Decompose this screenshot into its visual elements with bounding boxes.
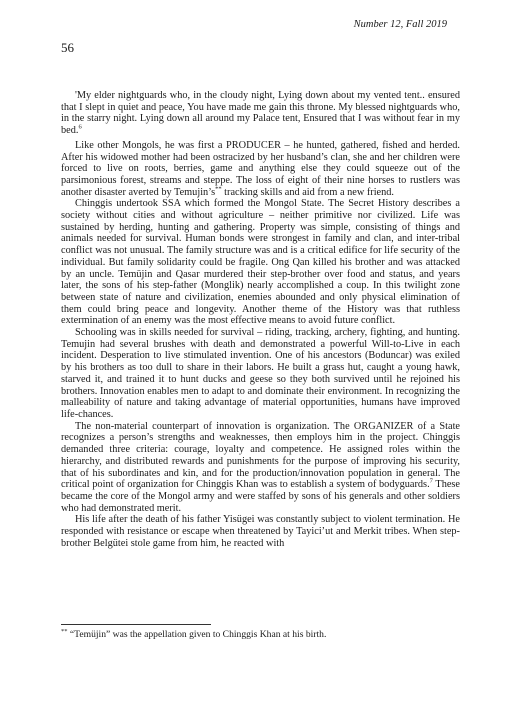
paragraph-text: These became the core of the Mongol army and were staffed by sons of his generals and other soldiers who had demonstrated merit. bbox=[61, 479, 460, 514]
paragraph-text: tracking skills and aid from a new friend. bbox=[221, 186, 395, 198]
article-body bbox=[61, 90, 460, 549]
paragraph-ssa: Chinggis undertook SSA which formed the Mongol State. The Secret History describes a society without cities and without agriculture – neither primitive nor civilized. Life was sustained by herding, hunting and gathering. Property was simple, consisting of things and animals needed for survival. Human bonds were strongest in family and clan, and inter-tribal conflict was not unusual. The family structure was and is a critical edifice for life security of the individual. But family solidarity could be fragile. Ong Qan killed his brother and was attacked by an uncle. Temüjin and Qasar murdered their step-brother over food and status, and years later, the sons of his step-father (Monglik) nearly accomplished a coup. In this twilight zone between state of nature and civilization, enemies abounded and only physical elimination of them could bring peace and longevity. Another theme of the History was that ruthless extermination of an enemy was the most effective means to avoid future conflict. bbox=[61, 198, 460, 327]
page-number: 56 bbox=[61, 40, 74, 55]
paragraph-text: The non-material counterpart of innovation is organization. The ORGANIZER of a State recognizes a person’s strengths and weaknesses, then employs him in the project. Chinggis demanded three criteria: courage, loyalty and competence. He assigned roles within the hierarchy, and distributed rewards and punishments for the purpose of improving his security, that of his subordinates and kin, and for the production/innovation population in general. The critical point of organization for Chinggis Khan was to establish a system of bodyguards. bbox=[61, 420, 460, 491]
paragraph-text: Like other Mongols, he was first a PRODUCER – he hunted, gathered, fished and herded. After his widowed mother had been ostracized by her husband’s clan, she and her children were forced to live on roots, berries, game and anything else they could squeeze out of the parsimonious forest, streams and steppe. The loss of eight of their nine horses to rustlers was another disaster averted by Temujin’s bbox=[61, 139, 460, 198]
footnote-marker: ** bbox=[61, 627, 68, 635]
paragraph-organizer bbox=[61, 421, 460, 515]
footnote-ref: 6 bbox=[78, 123, 82, 131]
paragraph-life: His life after the death of his father Yisügei was constantly subject to violent termination. He responded with resistance or escape when threatened by Tayici’ut and Merkit tribes. When step-brother Belgütei stole game from him, he reacted with bbox=[61, 514, 460, 549]
footnote bbox=[61, 629, 460, 640]
footnote-ref: 7 bbox=[429, 477, 433, 485]
footnote-divider bbox=[61, 624, 211, 625]
footnote-ref: ** bbox=[215, 185, 222, 193]
footnote-text: “Temüjin” was the appellation given to Chinggis Khan at his birth. bbox=[67, 629, 327, 640]
paragraph-producer bbox=[61, 140, 460, 199]
journal-issue: Number 12, Fall 2019 bbox=[353, 19, 447, 30]
paragraph-text: 'My elder nightguards who, in the cloudy night, Lying down about my vented tent.. ensured that I slept in quiet and peace, You have made me gain this throne. My blessed nightguards who, in the starry night. Lying down all around my Palace tent, Ensured that I was without fear in my bed. bbox=[61, 90, 460, 137]
paragraph-schooling: Schooling was in skills needed for survival – riding, tracking, archery, fighting, and hunting. Temujin had several brushes with death and demonstrated a powerful Will-to-Live in each incident. Desperation to live stimulated invention. One of his ancestors (Boduncar) was exiled by his brothers as too dull to share in their labors. He built a grass hut, caught a young hawk, starved it, and trained it to hunt ducks and geese so they both survived until he rejoined his brothers. Innovation enables men to adapt to and dominate their environment. In recognizing the malleability of nature and taking advantage of material opportunities, humans have improved life-chances. bbox=[61, 327, 460, 420]
paragraph-quote bbox=[61, 90, 460, 137]
